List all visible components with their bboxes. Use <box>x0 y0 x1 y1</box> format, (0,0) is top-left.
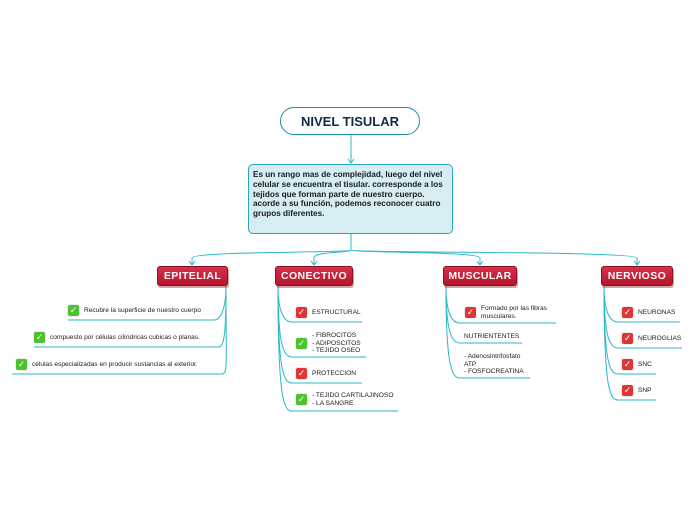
item-text: células especializadas en producir sustancias al exterior. <box>32 360 198 368</box>
red-check-icon: ✓ <box>623 332 632 343</box>
muscular-item-2[interactable] <box>464 333 519 341</box>
item-text: compuesto por células cilíndricas cubicas o planas. <box>50 333 200 341</box>
conectivo-item-2[interactable] <box>296 332 361 355</box>
item-text: NUTRIENTENTES <box>464 333 520 340</box>
item-text: ESTRUCTURAL <box>312 308 361 316</box>
category-branch-line-2 <box>314 250 351 265</box>
category-label: NERVIOSO <box>607 270 667 282</box>
conectivo-item-3[interactable] <box>296 368 356 379</box>
nervioso-item-4[interactable] <box>622 385 652 396</box>
red-check-icon: ✓ <box>623 384 632 395</box>
red-check-icon: ✓ <box>623 306 632 317</box>
conectivo-item-4[interactable] <box>296 392 393 407</box>
red-check-icon: ✓ <box>466 306 475 317</box>
item-text: - Adenosintrifosfato ATP - FOSFOCREATINA <box>464 353 524 375</box>
category-conectivo[interactable] <box>275 266 353 286</box>
muscular-item-1[interactable] <box>465 305 547 320</box>
item-text: NEURONAS <box>638 308 676 316</box>
category-nervioso[interactable] <box>601 266 673 286</box>
root-topic-nivel-tisular[interactable] <box>280 107 420 135</box>
category-branch-line-1 <box>192 250 351 265</box>
nervioso-item-1[interactable] <box>622 307 675 318</box>
green-check-icon: ✓ <box>35 331 44 342</box>
epitelial-item-2[interactable] <box>34 332 200 343</box>
muscular-item-3[interactable] <box>464 353 524 376</box>
root-topic-label: NIVEL TISULAR <box>301 113 399 129</box>
nervioso-item-2[interactable] <box>622 333 681 344</box>
green-check-icon: ✓ <box>297 337 306 348</box>
item-text: Recubre la superficie de nuestro cuerpo <box>84 306 201 314</box>
description-box[interactable] <box>248 164 453 234</box>
item-text: - FIBROCITOS - ADIPOSCITOS - TEJIDO OSEO <box>312 332 361 354</box>
category-label: MUSCULAR <box>448 270 512 282</box>
green-check-icon: ✓ <box>17 358 26 369</box>
conectivo-item-1[interactable] <box>296 307 361 318</box>
item-text: SNC <box>638 360 652 368</box>
description-text: Es un rango mas de complejidad, luego del nivel celular se encuentra el tisular. corresponde a los tejidos que forman parte de nuestro cuerpo. acorde a su función, podemos reconocer cuatro grupos diferentes. <box>253 170 443 219</box>
epitelial-item-1[interactable] <box>68 305 201 316</box>
green-check-icon: ✓ <box>297 393 306 404</box>
nervioso-item-3[interactable] <box>622 359 652 370</box>
item-text: SNP <box>638 386 652 394</box>
red-check-icon: ✓ <box>297 306 306 317</box>
red-check-icon: ✓ <box>297 367 306 378</box>
epitelial-item-3[interactable] <box>16 359 198 370</box>
red-check-icon: ✓ <box>623 358 632 369</box>
item-text: - TEJIDO CARTILAJINOSO - LA SANGRE <box>312 392 394 407</box>
item-text: PROTECCION <box>312 369 356 377</box>
item-text: NEUROGLIAS <box>638 334 682 342</box>
item-text: Formado por las fibras musculares. <box>481 305 547 320</box>
category-label: EPITELIAL <box>163 270 222 282</box>
category-epitelial[interactable] <box>157 266 228 286</box>
green-check-icon: ✓ <box>69 304 78 315</box>
category-muscular[interactable] <box>443 266 517 286</box>
category-label: CONECTIVO <box>280 270 348 282</box>
